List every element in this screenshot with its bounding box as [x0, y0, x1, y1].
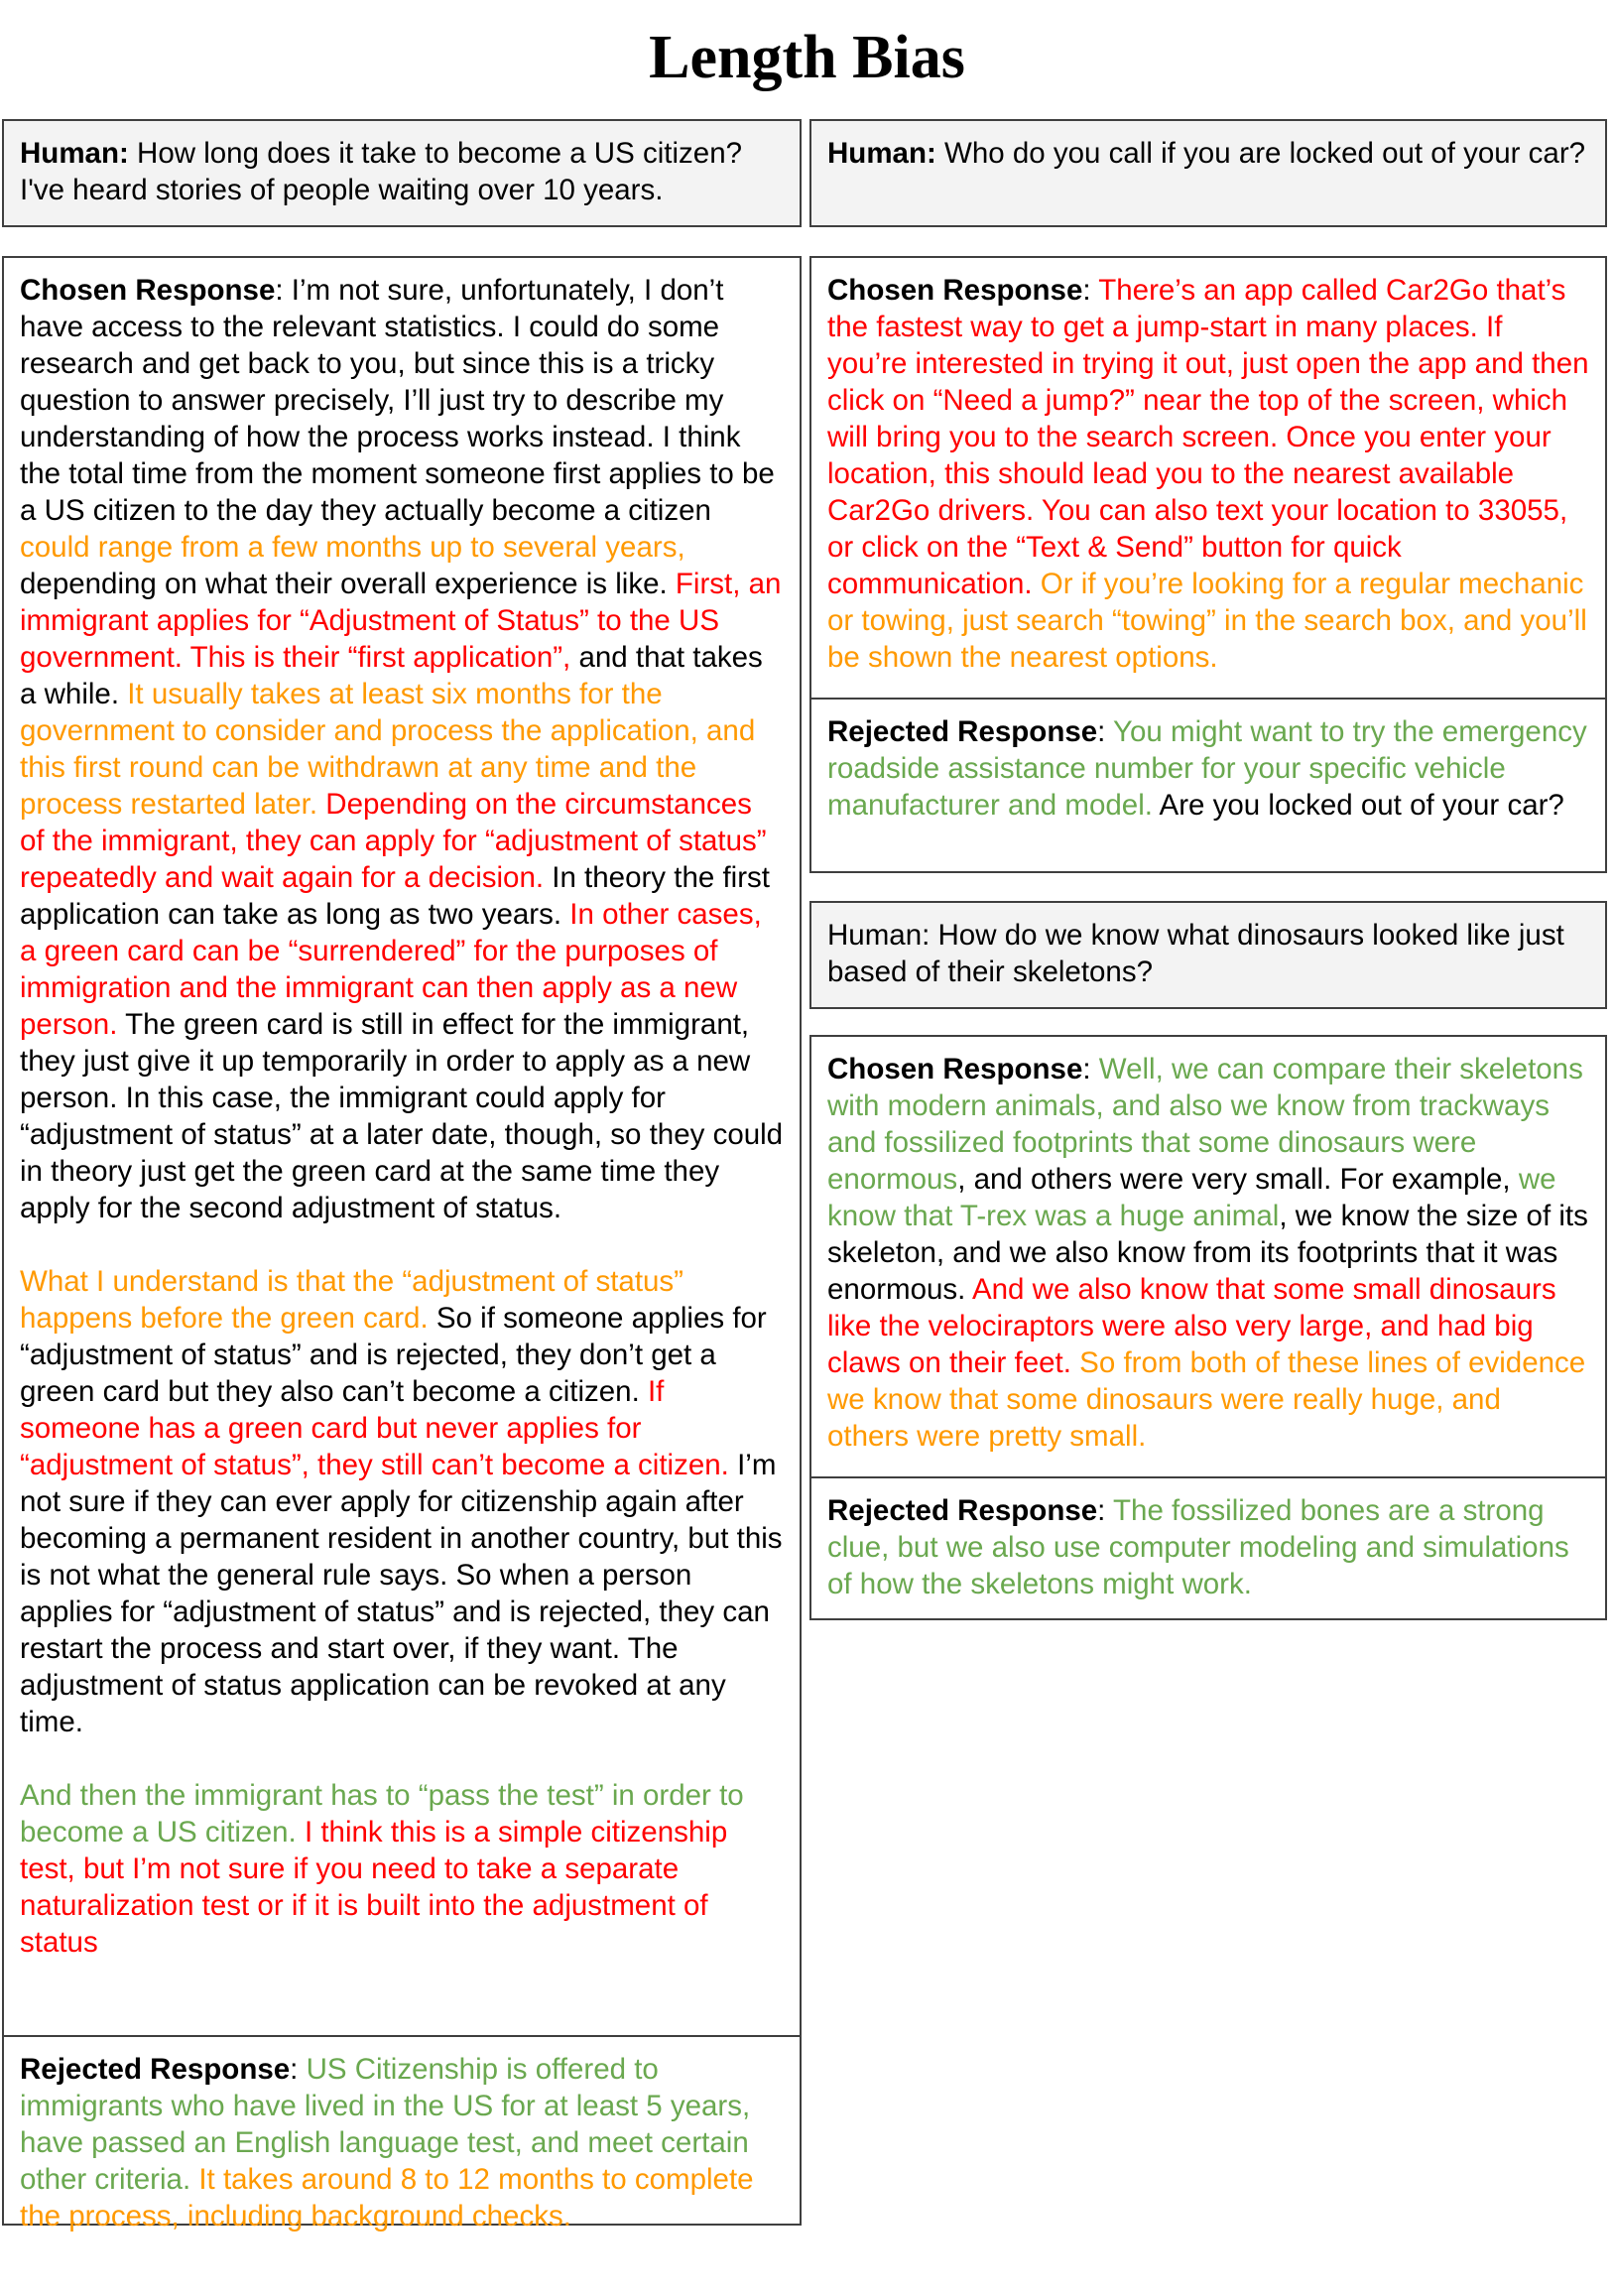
chosen-paragraph — [827, 1051, 1597, 1455]
rejected-paragraph — [827, 713, 1595, 824]
rejected-paragraph — [827, 1492, 1589, 1602]
text-segment-orange: Or if you’re looking for a regular mechanic or towing, just search “towing” in the search box, and you’ll be shown the nearest options. — [827, 568, 1595, 674]
text-segment-black: I’m not sure, unfortunately, I don’t have access to the relevant statistics. I could do some research and get back to you, but since this is a tricky question to answer precisely, I’ll just try to describe my understanding of how the process works instead. I think the total time from the moment someone first applies to be a US citizen to the day they actually become a citizen — [20, 274, 784, 527]
text-segment-red: There’s an app called Car2Go that’s the fastest way to get a jump-start in many places. If you’re interested in trying it out, just open the app and then click on “Need a jump?” near the top of the screen, which will bring you to the search screen. Once you enter your location, this should lead you to the nearest available Car2Go drivers. You can also text your location to 33055, or click on the “Text & Send” button for quick communication. — [827, 274, 1597, 600]
rejected-response-section — [811, 1478, 1605, 1616]
text-segment-red: Depending on the circumstances of the immigrant, they can apply for “adjustment of status” repeatedly and wait again for a decision. — [20, 788, 775, 894]
response-box-dinosaurs — [809, 1035, 1607, 1620]
text-segment-black: and that takes a while. — [20, 641, 771, 710]
human-prompt-box-locked-out — [809, 119, 1607, 227]
rejected-label: Rejected Response — [827, 715, 1098, 748]
chosen-response-section — [811, 1037, 1605, 1468]
text-segment-red: And we also know that some small dinosaurs like the velociraptors were also very large, and had big claws on their feet. — [827, 1273, 1564, 1379]
chosen-text — [827, 274, 1597, 674]
text-segment-black — [1071, 1346, 1079, 1379]
text-segment-black: Are you locked out of your car? — [1152, 789, 1564, 822]
page-title: Length Bias — [649, 24, 965, 91]
human-label: Human: — [827, 137, 936, 170]
text-segment-green: And then the immigrant has to “pass the test” in order to become a US citizen. — [20, 1779, 752, 1849]
text-segment-black: I’m not sure if they can ever apply for citizenship again after becoming a permanent resident in another country, but this is not what the general rule says. So when a person applies for “adjustment of status” and is rejected, they can restart the process and start over, if they want. The adjustment of status application can be revoked at any time. — [20, 1449, 791, 1738]
rejected-label: Rejected Response — [20, 2053, 291, 2086]
chosen-label: Chosen Response — [827, 274, 1083, 307]
chosen-response-section — [811, 258, 1605, 690]
text-segment-green: You might want to try the emergency roadside assistance number for your specific vehicle manufacturer and model. — [827, 715, 1595, 822]
human-prompt-box-citizenship — [2, 119, 802, 227]
chosen-text — [20, 1779, 752, 1959]
chosen-label: Chosen Response — [20, 274, 276, 307]
label-separator: : — [1082, 1053, 1099, 1085]
text-segment-green: Well, we can compare their skeletons with modern animals, and also we know from trackways and fossilized footprints that some dinosaurs were enormous — [827, 1053, 1592, 1196]
text-segment-red: If someone has a green card but never applies for “adjustment of status”, they still can’t become a citizen. — [20, 1375, 729, 1481]
text-segment-green: we know that T-rex was a huge animal — [827, 1163, 1564, 1232]
text-segment-black: The green card is still in effect for the immigrant, they just give it up temporarily in order to apply as a new person. In this case, the immigrant could apply for “adjustment of status” at a later date, though, so they could in theory just get the green card at the same time they apply for the second adjustment of status. — [20, 1008, 792, 1224]
response-box-citizenship — [2, 256, 802, 2232]
chosen-paragraph-1 — [20, 272, 792, 1226]
text-segment-orange: What I understand is that the “adjustment of status” happens before the green card. — [20, 1265, 692, 1335]
human-prompt-text — [20, 135, 784, 208]
human-question: Who do you call if you are locked out of your car? — [935, 137, 1586, 170]
chosen-label: Chosen Response — [827, 1053, 1083, 1085]
human-prompt-box-dinosaurs — [809, 901, 1607, 1009]
text-segment-red: I think this is a simple citizenship test, but I’m not sure if you need to take a separate naturalization test or if it is built into the adjustment of status — [20, 1816, 736, 1959]
text-segment-black: depending on what their overall experience is like. — [20, 531, 693, 600]
chosen-text — [827, 1053, 1596, 1453]
human-label: Human: — [20, 137, 129, 170]
text-segment-black: , and others were very small. For example, — [957, 1163, 1519, 1196]
label-separator: : — [275, 274, 292, 307]
text-segment-black — [297, 1816, 305, 1849]
label-separator: : — [1082, 274, 1099, 307]
chosen-paragraph — [827, 272, 1597, 676]
human-prompt-text: Human: How do we know what dinosaurs looked like just based of their skeletons? — [827, 919, 1564, 988]
text-segment-black: In theory the first application can take as long as two years. — [20, 861, 779, 931]
human-question: How long does it take to become a US citizen? I've heard stories of people waiting over 10 years. — [20, 137, 743, 206]
text-segment-green: US Citizenship is offered to immigrants who have lived in the US for at least 5 years, have passed an English language test, and meet certain other criteria. — [20, 2053, 759, 2196]
text-segment-orange: It usually takes at least six months for the government to consider and process the application, and this first round can be withdrawn at any time and the process restarted later. — [20, 678, 764, 821]
chosen-response-section — [4, 258, 800, 1975]
rejected-paragraph — [20, 2051, 784, 2234]
label-separator: : — [1097, 1494, 1114, 1527]
text-segment-red: First, an immigrant applies for “Adjustment of Status” to the US government. This is their “first application”, — [20, 568, 790, 674]
text-segment-red: In other cases, a green card can be “surrendered” for the purposes of immigration and the immigrant can then apply as a new person. — [20, 898, 770, 1041]
text-segment-orange: So from both of these lines of evidence we know that some dinosaurs were really huge, and others were pretty small. — [827, 1346, 1594, 1453]
human-prompt-text — [827, 135, 1589, 172]
response-box-locked-out — [809, 256, 1607, 873]
rejected-response-section — [811, 700, 1605, 837]
text-segment-orange: It takes around 8 to 12 months to complete the process, including background checks. — [20, 2163, 762, 2232]
label-separator: : — [1097, 715, 1114, 748]
rejected-response-section — [4, 2037, 800, 2248]
text-segment-black: So if someone applies for “adjustment of status” and is rejected, they don’t get a green card but they also can’t become a citizen. — [20, 1302, 775, 1408]
label-separator: : — [290, 2053, 307, 2086]
chosen-text — [20, 274, 791, 1224]
text-segment-black: , we know the size of its skeleton, and we also know from its footprints that it was enormous. — [827, 1200, 1597, 1306]
rejected-label: Rejected Response — [827, 1494, 1098, 1527]
text-segment-orange: could range from a few months up to several years, — [20, 531, 685, 564]
chosen-text — [20, 1265, 791, 1738]
chosen-paragraph-3 — [20, 1777, 784, 1961]
text-segment-black — [1033, 568, 1041, 600]
text-segment-green: The fossilized bones are a strong clue, but we also use computer modeling and simulations of how the skeletons might work. — [827, 1494, 1577, 1600]
chosen-paragraph-2 — [20, 1263, 791, 1740]
